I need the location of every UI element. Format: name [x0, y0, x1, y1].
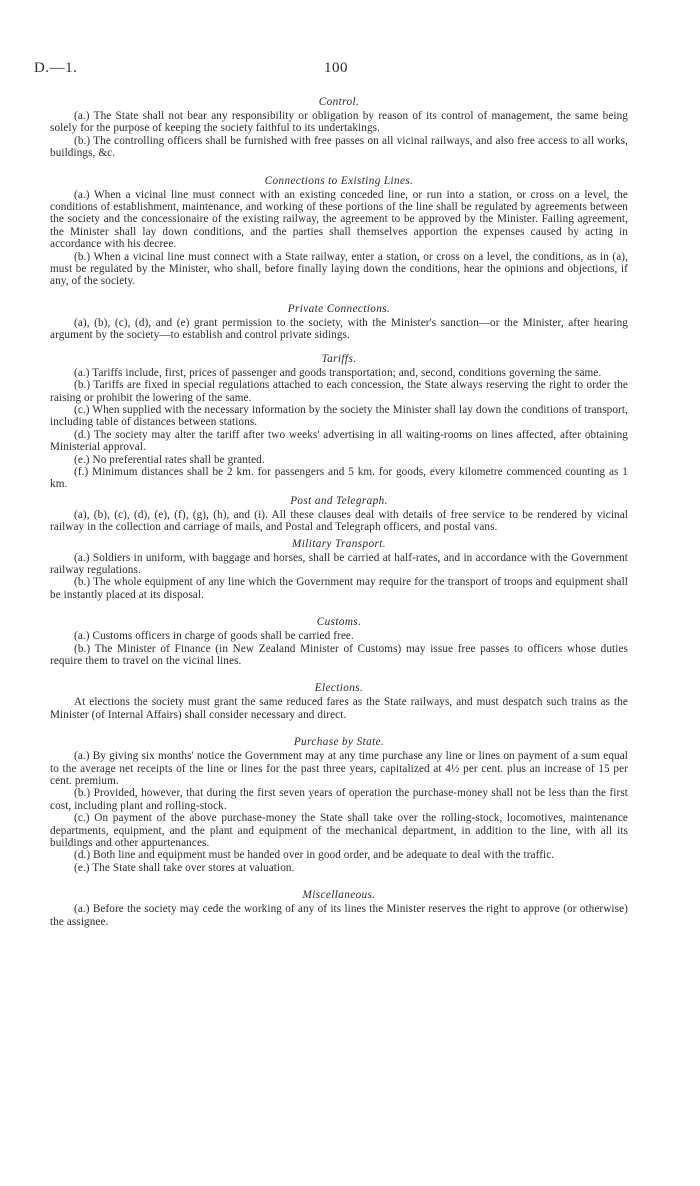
section-private-connections — [50, 303, 628, 342]
paragraph: (a.) When a vicinal line must connect with an existing conceded line, or run into a station, or cross on a level, the conditions of establishment, maintenance, and working of these portions of the line shall be regulated by agreements between the society and the concessionaire of the existing railway, the agreement to be approved by the Minister. Failing agreement, the Minister shall lay down conditions, and the parties shall themselves apportion the expenses caused by acting in accordance with his decree. — [50, 188, 628, 251]
paragraph: (d.) Both line and equipment must be handed over in good order, and be adequate to deal with the traffic. — [74, 849, 555, 862]
section-heading: Customs. — [316, 616, 362, 629]
paragraph: (e.) The State shall take over stores at valuation. — [74, 861, 295, 874]
section-elections — [50, 682, 628, 721]
section-military-transport — [50, 538, 628, 602]
section-heading: Control. — [318, 96, 360, 108]
section-heading: Connections to Existing Lines. — [264, 174, 414, 187]
section-heading: Purchase by State. — [293, 736, 385, 749]
section-heading: Miscellaneous. — [302, 889, 376, 902]
paragraph: (b.) The whole equipment of any line which the Government may require for the transport of troops and equipment shall be instantly placed at its disposal. — [50, 576, 628, 601]
section-tariffs — [50, 353, 628, 491]
section-heading: Tariffs. — [321, 352, 357, 365]
section-purchase-by-state — [50, 736, 628, 874]
section-post-and-telegraph — [50, 495, 628, 534]
paragraph: (b.) When a vicinal line must connect with a State railway, enter a station, or cross on a level, the conditions, as in (a), must be regulated by the Minister, who shall, before finally laying down the conditions, hear the opinions and objections, if any, of the society. — [50, 250, 628, 288]
paragraph: (c.) When supplied with the necessary information by the society the Minister shall lay down the conditions of transport, including table of distances between stations. — [50, 403, 628, 429]
document-reference: D.—1. — [34, 60, 78, 76]
paragraph: (b.) The controlling officers shall be furnished with free passes on all vicinal railways, and also free access to all works, buildings, &c. — [50, 134, 628, 160]
page-number: 100 — [324, 60, 348, 76]
paragraph: (a.) Soldiers in uniform, with baggage and horses, shall be carried at half-rates, and in accordance with the Government railway regulations. — [50, 551, 628, 576]
paragraph: (f.) Minimum distances shall be 2 km. for passengers and 5 km. for goods, every kilometre commenced counting as 1 km. — [50, 465, 628, 491]
paragraph: (e.) No preferential rates shall be granted. — [74, 453, 265, 466]
document-body — [50, 96, 628, 928]
paragraph: (a.) The State shall not bear any responsibility or obligation by reason of its control of management, the same being solely for the purpose of keeping the society faithful to its undertakings. — [50, 110, 628, 135]
paragraph: (d.) The society may alter the tariff after two weeks' advertising in all waiting-rooms on lines affected, after obtaining Ministerial approval. — [50, 428, 628, 454]
section-control — [50, 96, 628, 160]
section-connections-existing-lines — [50, 175, 628, 288]
paragraph: (a.) Customs officers in charge of goods shall be carried free. — [74, 630, 354, 643]
section-miscellaneous — [50, 889, 628, 928]
paragraph: (a), (b), (c), (d), (e), (f), (g), (h), and (i). All these clauses deal with details of free service to be rendered by vicinal railway in the collection and carriage of mails, and Postal and Telegraph officers, and postal vans. — [50, 508, 628, 534]
section-heading: Military Transport. — [291, 537, 386, 550]
section-heading: Private Connections. — [287, 302, 391, 315]
paragraph: (b.) Provided, however, that during the first seven years of operation the purchase-money shall not be less than the first cost, including plant and rolling-stock. — [50, 787, 628, 812]
paragraph: (a.) Tariffs include, first, prices of passenger and goods transportation; and, second, conditions governing the same. — [74, 366, 602, 379]
section-heading: Elections. — [314, 682, 364, 695]
paragraph: (b.) The Minister of Finance (in New Zealand Minister of Customs) may issue free passes to officers whose duties require them to travel on the vicinal lines. — [50, 642, 628, 667]
paragraph: (a), (b), (c), (d), and (e) grant permission to the society, with the Minister's sanction—or the Minister, after hearing argument by the society—to establish and control private sidings. — [50, 316, 628, 342]
paragraph: At elections the society must grant the same reduced fares as the State railways, and must despatch such trains as the Minister (of Internal Affairs) shall consider necessary and direct. — [50, 696, 628, 721]
paragraph: (a.) Before the society may cede the working of any of its lines the Minister reserves the right to approve (or otherwise) the assignee. — [50, 903, 628, 928]
paragraph: (b.) Tariffs are fixed in special regulations attached to each concession, the State always reserving the right to order the raising or prohibit the lowering of the same. — [50, 379, 628, 404]
section-customs — [50, 616, 628, 667]
paragraph: (a.) By giving six months' notice the Government may at any time purchase any line or lines on payment of a sum equal to the average net receipts of the line or lines for the past three years, capitalized at 4½ per cent. plus an increase of 15 per cent. premium. — [50, 750, 628, 788]
paragraph: (c.) On payment of the above purchase-money the State shall take over the rolling-stock, locomotives, maintenance departments, equipment, and the plant and equipment of the mechanical department, in addition to the line, with all its buildings and other appurtenances. — [50, 812, 628, 850]
section-heading: Post and Telegraph. — [290, 494, 388, 507]
